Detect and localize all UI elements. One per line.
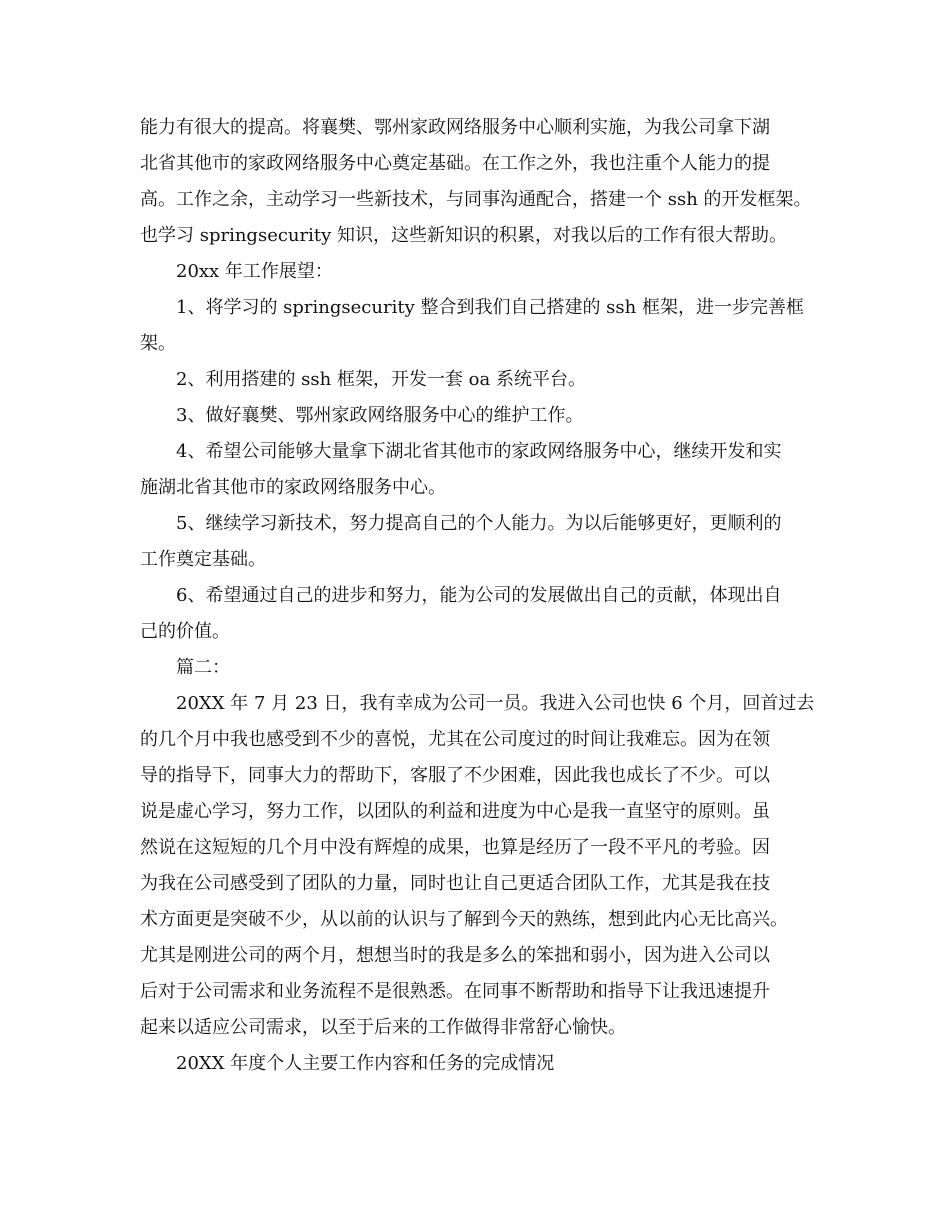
text-line: 起来以适应公司需求，以至于后来的工作做得非常舒心愉快。 bbox=[140, 1017, 626, 1038]
text-line: 2、利用搭建的 ssh 框架，开发一套 oa 系统平台。 bbox=[176, 369, 586, 390]
text-line: 为我在公司感受到了团队的力量，同时也让自己更适合团队工作，尤其是我在技 bbox=[140, 873, 770, 894]
text-line: 能力有很大的提高。将襄樊、鄂州家政网络服务中心顺利实施，为我公司拿下湖 bbox=[140, 117, 770, 138]
text-line: 20XX 年度个人主要工作内容和任务的完成情况 bbox=[176, 1053, 555, 1074]
text-line: 20XX 年 7 月 23 日，我有幸成为公司一员。我进入公司也快 6 个月，回首过去 bbox=[176, 693, 815, 714]
text-line: 3、做好襄樊、鄂州家政网络服务中心的维护工作。 bbox=[176, 405, 584, 426]
text-line: 5、继续学习新技术，努力提高自己的个人能力。为以后能够更好，更顺利的 bbox=[176, 513, 782, 534]
text-line: 后对于公司需求和业务流程不是很熟悉。在同事不断帮助和指导下让我迅速提升 bbox=[140, 981, 770, 1002]
text-line: 1、将学习的 springsecurity 整合到我们自己搭建的 ssh 框架，进一步完善框 bbox=[176, 297, 804, 318]
text-line: 篇二： bbox=[176, 657, 230, 678]
text-line: 尤其是刚进公司的两个月，想想当时的我是多么的笨拙和弱小，因为进入公司以 bbox=[140, 945, 770, 966]
text-line: 20xx 年工作展望： bbox=[176, 261, 333, 282]
text-line: 也学习 springsecurity 知识，这些新知识的积累，对我以后的工作有很大帮助。 bbox=[140, 225, 788, 246]
text-line: 架。 bbox=[140, 333, 176, 354]
text-line: 己的价值。 bbox=[140, 621, 230, 642]
text-line: 说是虚心学习，努力工作，以团队的利益和进度为中心是我一直坚守的原则。虽 bbox=[140, 801, 770, 822]
document-body bbox=[140, 110, 830, 1082]
text-line: 6、希望通过自己的进步和努力，能为公司的发展做出自己的贡献，体现出自 bbox=[176, 585, 782, 606]
text-line: 的几个月中我也感受到不少的喜悦，尤其在公司度过的时间让我难忘。因为在领 bbox=[140, 729, 770, 750]
text-line: 4、希望公司能够大量拿下湖北省其他市的家政网络服务中心，继续开发和实 bbox=[176, 441, 782, 462]
text-line: 然说在这短短的几个月中没有辉煌的成果，也算是经历了一段不平凡的考验。因 bbox=[140, 837, 770, 858]
text-line: 术方面更是突破不少，从以前的认识与了解到今天的熟练，想到此内心无比高兴。 bbox=[140, 909, 788, 930]
text-line: 北省其他市的家政网络服务中心奠定基础。在工作之外，我也注重个人能力的提 bbox=[140, 153, 770, 174]
text-line: 工作奠定基础。 bbox=[140, 549, 266, 570]
text-line: 导的指导下，同事大力的帮助下，客服了不少困难，因此我也成长了不少。可以 bbox=[140, 765, 770, 786]
text-line: 高。工作之余，主动学习一些新技术，与同事沟通配合，搭建一个 ssh 的开发框架。 bbox=[140, 189, 812, 210]
text-line: 施湖北省其他市的家政网络服务中心。 bbox=[140, 477, 446, 498]
